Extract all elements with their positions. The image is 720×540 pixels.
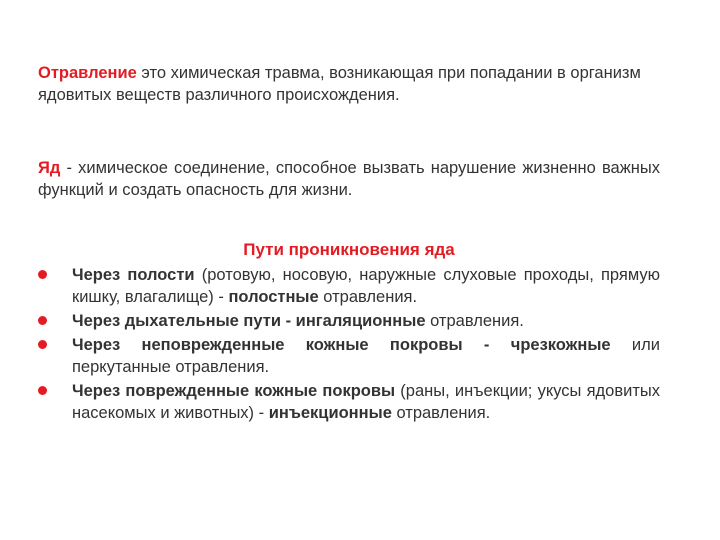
route-detail: (раны, инъекции; укусы ядовитых насекомых и животных) - <box>72 382 660 422</box>
route-name: Через дыхательные пути - <box>72 312 296 330</box>
route-name: Через поврежденные кожные покровы <box>72 382 396 400</box>
routes-list <box>38 264 660 426</box>
list-item <box>38 380 660 424</box>
list-item <box>38 310 660 332</box>
route-suffix: отравления. <box>425 312 524 330</box>
route-suffix: или перкутанные отравления. <box>72 336 660 376</box>
list-item <box>38 334 660 378</box>
term-poisoning: Отравление <box>38 64 137 82</box>
route-name: Через полости <box>72 266 195 284</box>
bullet-icon <box>38 340 47 349</box>
list-item <box>38 264 660 308</box>
route-name: Через неповрежденные кожные покровы - <box>72 336 511 354</box>
route-type: чрезкожные <box>510 336 611 354</box>
term-poison: Яд <box>38 159 61 177</box>
route-type: ингаляционные <box>295 312 426 330</box>
routes-title: Пути проникновения яда <box>243 240 455 259</box>
route-detail: (ротовую, носовую, наружные слуховые проходы, прямую кишку, влагалище) - <box>72 266 660 306</box>
definition-poison <box>38 157 660 201</box>
bullet-icon <box>38 386 47 395</box>
route-suffix: отравления. <box>318 288 418 306</box>
definition-poison-text: - химическое соединение, способное вызвать нарушение жизненно важных функций и создать опасность для жизни. <box>38 159 660 199</box>
definition-poisoning-text: это химическая травма, возникающая при попадании в организм ядовитых веществ различного происхождения. <box>38 64 641 104</box>
route-type: полостные <box>228 288 319 306</box>
definition-poisoning <box>38 62 660 106</box>
bullet-icon <box>38 270 47 279</box>
route-suffix: отравления. <box>391 404 491 422</box>
route-type: инъекционные <box>268 404 392 422</box>
bullet-icon <box>38 316 47 325</box>
